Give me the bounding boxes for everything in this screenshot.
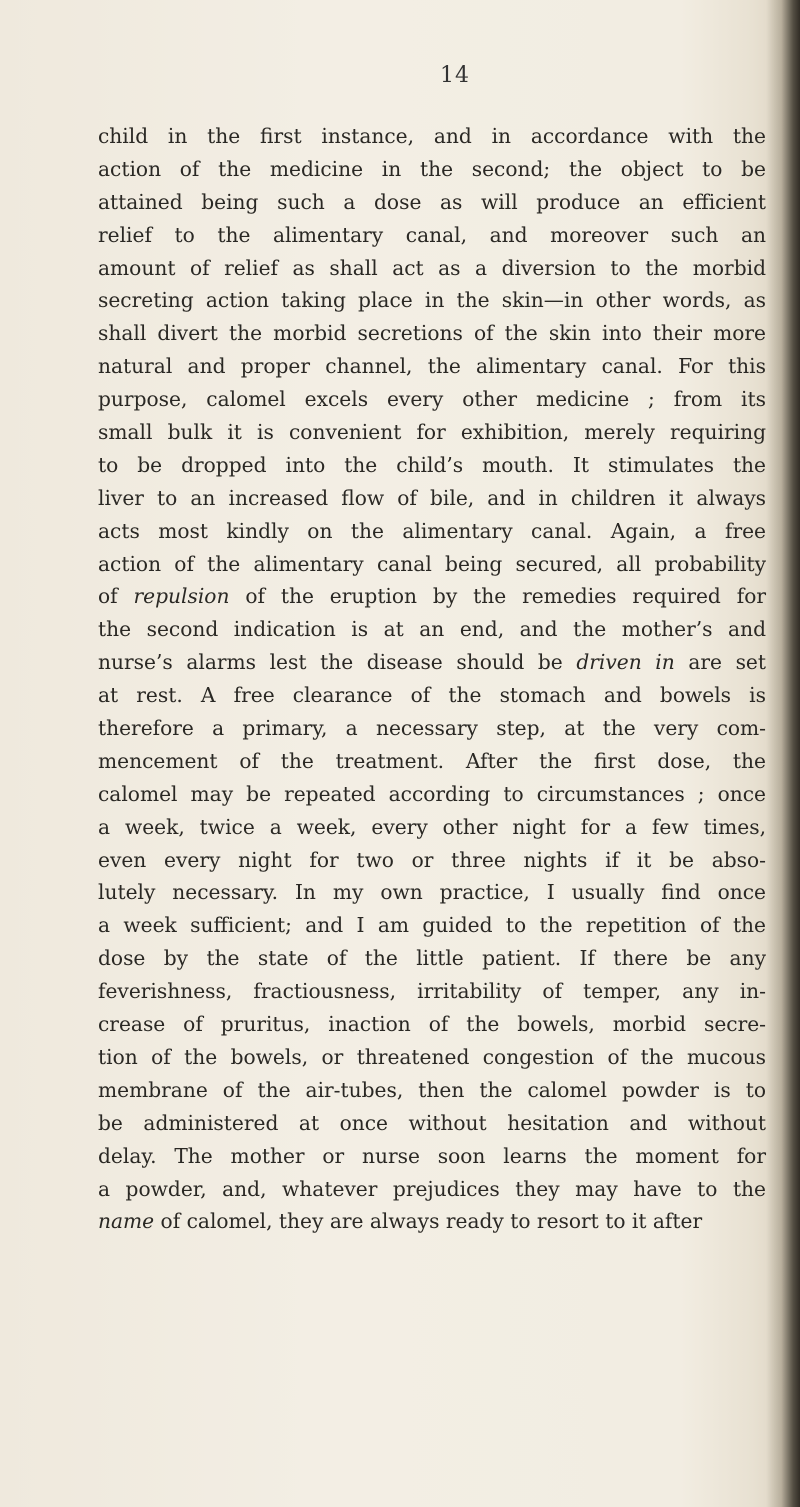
text-line: dose by the state of the little patient. If there be any — [98, 946, 766, 971]
text-line: to be dropped into the child’s mouth. It stimulates the — [98, 452, 766, 477]
text-line: attained being such a dose as will produce an efficient — [98, 189, 766, 214]
page-number: 14 — [440, 63, 470, 88]
text-run: of the eruption by the remedies required for — [229, 584, 766, 609]
text-line: a week sufficient; and I am guided to the repetition of the — [98, 913, 766, 938]
text-line: lutely necessary. In my own practice, I usually find once — [98, 880, 766, 905]
page-binding-shadow — [766, 0, 800, 1507]
text-line: even every night for two or three nights if it be abso- — [98, 847, 766, 872]
text-line: acts most kindly on the alimentary canal. Again, a free — [98, 518, 766, 543]
text-line: child in the first instance, and in accordance with the — [98, 124, 766, 148]
text-line — [98, 646, 766, 679]
text-line: calomel may be repeated according to circumstances ; once — [98, 781, 766, 806]
body-text — [98, 120, 766, 1238]
text-line: mencement of the treatment. After the first dose, the — [98, 748, 766, 773]
text-line: relief to the alimentary canal, and moreover such an — [98, 222, 766, 247]
text-line: action of the medicine in the second; the object to be — [98, 156, 766, 181]
text-line: therefore a primary, a necessary step, at the very com- — [98, 716, 766, 741]
text-line — [98, 1205, 766, 1238]
text-line: natural and proper channel, the alimentary canal. For this — [98, 354, 766, 379]
text-line: secreting action taking place in the skin—in other words, as — [98, 288, 766, 313]
text-line: amount of relief as shall act as a diversion to the morbid — [98, 255, 766, 280]
text-line: feverishness, fractiousness, irritability of temper, any in- — [98, 979, 766, 1004]
text-line: action of the alimentary canal being secured, all probability — [98, 551, 766, 576]
text-line: shall divert the morbid secretions of the skin into their more — [98, 321, 766, 346]
text-run: are set — [674, 650, 766, 675]
text-line: membrane of the air-tubes, then the calomel powder is to — [98, 1077, 766, 1102]
text-line — [98, 580, 766, 613]
text-line: delay. The mother or nurse soon learns the moment for — [98, 1143, 766, 1168]
text-line: be administered at once without hesitation and without — [98, 1110, 766, 1135]
text-line: purpose, calomel excels every other medicine ; from its — [98, 387, 766, 412]
text-line: liver to an increased flow of bile, and in children it always — [98, 485, 766, 510]
text-line: a week, twice a week, every other night for a few times, — [98, 814, 766, 839]
text-line: at rest. A free clearance of the stomach and bowels is — [98, 683, 766, 708]
italic-run: driven in — [576, 650, 675, 675]
italic-run: repulsion — [133, 584, 230, 609]
text-line: tion of the bowels, or threatened congestion of the mucous — [98, 1044, 766, 1069]
text-line: crease of pruritus, inaction of the bowels, morbid secre- — [98, 1012, 766, 1037]
italic-run: name — [98, 1209, 155, 1234]
text-run: of — [98, 584, 134, 609]
text-run: nurse’s alarms lest the disease should be — [98, 650, 577, 675]
text-line: the second indication is at an end, and the mother’s and — [98, 617, 766, 642]
text-run: of calomel, they are always ready to resort to it after — [154, 1209, 703, 1234]
text-line: small bulk it is convenient for exhibition, merely requiring — [98, 420, 766, 445]
text-line: a powder, and, whatever prejudices they may have to the — [98, 1176, 766, 1201]
